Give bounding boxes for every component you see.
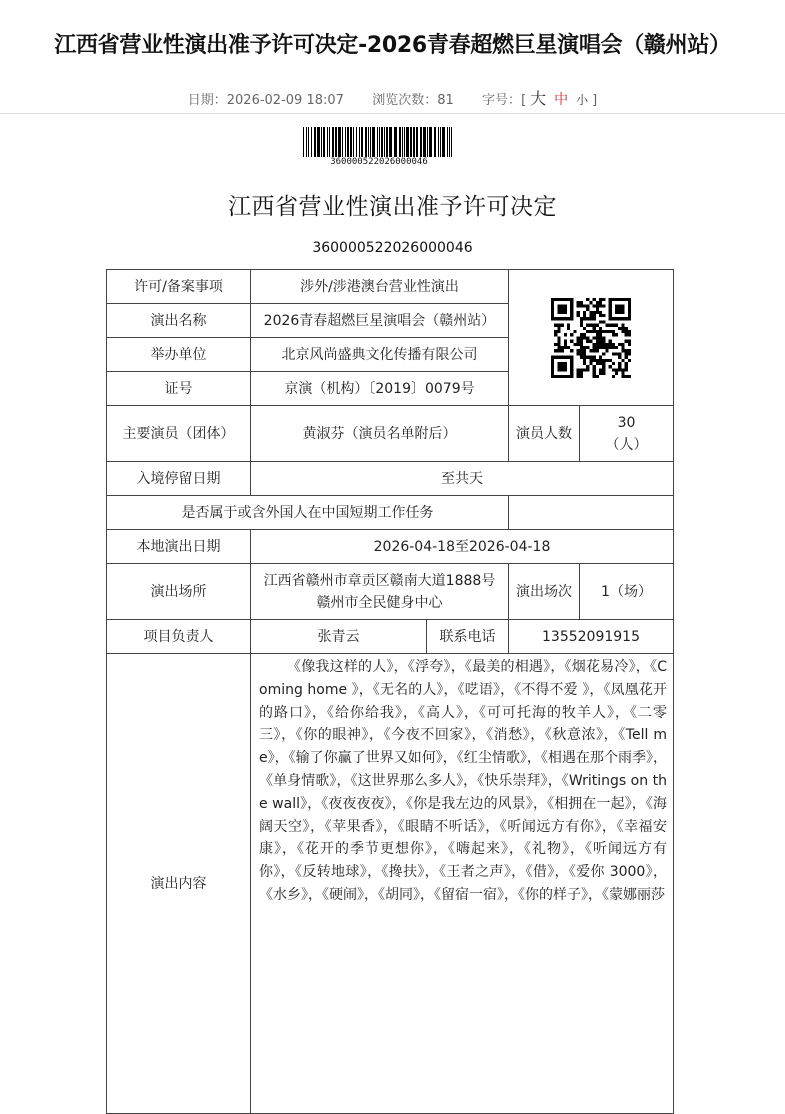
permit-type-label: 许可/备案事项 xyxy=(107,270,251,304)
performers-value: 黄淑芬（演员名单附后） xyxy=(251,406,509,462)
license-label: 证号 xyxy=(107,372,251,406)
qr-code-cell xyxy=(509,270,674,406)
sessions-label: 演出场次 xyxy=(509,564,580,620)
performer-count-value: 30（人） xyxy=(580,406,674,462)
permit-type-value: 涉外/涉港澳台营业性演出 xyxy=(251,270,509,304)
phone-value: 13552091915 xyxy=(509,620,674,654)
content-label: 演出内容 xyxy=(107,654,251,1114)
font-size-label: 字号： xyxy=(482,93,522,108)
performers-label: 主要演员（团体） xyxy=(107,406,251,462)
bracket-close: ] xyxy=(592,93,598,108)
organizer-value: 北京风尚盛典文化传播有限公司 xyxy=(251,338,509,372)
performer-count-label: 演员人数 xyxy=(509,406,580,462)
page-title: 江西省营业性演出准予许可决定-2026青春超燃巨星演唱会（赣州站） xyxy=(54,33,731,58)
foreign-work-label: 是否属于或含外国人在中国短期工作任务 xyxy=(107,496,509,530)
local-date-value: 2026-04-18至2026-04-18 xyxy=(251,530,674,564)
barcode-number: 360000522026000046 xyxy=(330,157,428,167)
venue-label: 演出场所 xyxy=(107,564,251,620)
bracket-open: [ xyxy=(521,93,527,108)
manager-label: 项目负责人 xyxy=(107,620,251,654)
organizer-label: 举办单位 xyxy=(107,338,251,372)
local-date-label: 本地演出日期 xyxy=(107,530,251,564)
stay-date-value: 至共天 xyxy=(251,462,674,496)
font-size-small-button[interactable]: 小 xyxy=(576,93,589,107)
foreign-work-value xyxy=(509,496,674,530)
date-value: 2026-02-09 18:07 xyxy=(226,93,344,108)
content-value: 《像我这样的人》，《浮夸》，《最美的相遇》，《烟花易冷》，《Coming home 》，《无名的人》，《呓语》，《不得不爱 》，《凤凰花开的路口》，《给你给我》，《高人》，《可可托海的牧羊人》，《二零三》，《你的眼神》，《今夜不回家》，《消愁》，《秋意浓》，《Tell me》，《输了你赢了世界又如何》，《红尘情歌》，《相遇在那个雨季》，《单身情歌》，《这世界那么多人》，《快乐崇拜》，《Writings on the wall》，《夜夜夜夜》，《你是我左边的风景》，《相拥在一起》，《海阔天空》，《苹果香》，《眼睛不听话》，《听闻远方有你》，《幸福安康》，《花开的季节更想你》，《嗨起来》，《礼物》，《听闻远方有你》，《反转地球》，《搀扶》，《王者之声》，《借》，《爱你 3000》，《水乡》，《硬闹》，《胡同》，《留宿一宿》，《你的样子》，《蒙娜丽莎 xyxy=(251,654,674,1114)
manager-value: 张青云 xyxy=(251,620,427,654)
views-value: 81 xyxy=(437,93,454,108)
phone-label: 联系电话 xyxy=(427,620,509,654)
show-name-label: 演出名称 xyxy=(107,304,251,338)
font-size-medium-button[interactable]: 中 xyxy=(554,92,569,108)
stay-date-label: 入境停留日期 xyxy=(107,462,251,496)
header-divider xyxy=(0,113,785,114)
document-number: 360000522026000046 xyxy=(312,240,473,256)
article-meta xyxy=(0,86,785,109)
font-size-large-button[interactable]: 大 xyxy=(530,89,547,108)
date-label: 日期： xyxy=(187,93,227,108)
sessions-value: 1（场） xyxy=(580,564,674,620)
venue-value: 江西省赣州市章贡区赣南大道1888号赣州市全民健身中心 xyxy=(251,564,509,620)
permit-table xyxy=(106,269,674,1114)
barcode-image xyxy=(303,127,455,157)
license-value: 京演（机构）〔2019〕0079号 xyxy=(251,372,509,406)
document-title: 江西省营业性演出准予许可决定 xyxy=(228,194,557,220)
views-label: 浏览次数： xyxy=(372,93,438,108)
show-name-value: 2026青春超燃巨星演唱会（赣州站） xyxy=(251,304,509,338)
qr-code-image xyxy=(551,298,631,378)
